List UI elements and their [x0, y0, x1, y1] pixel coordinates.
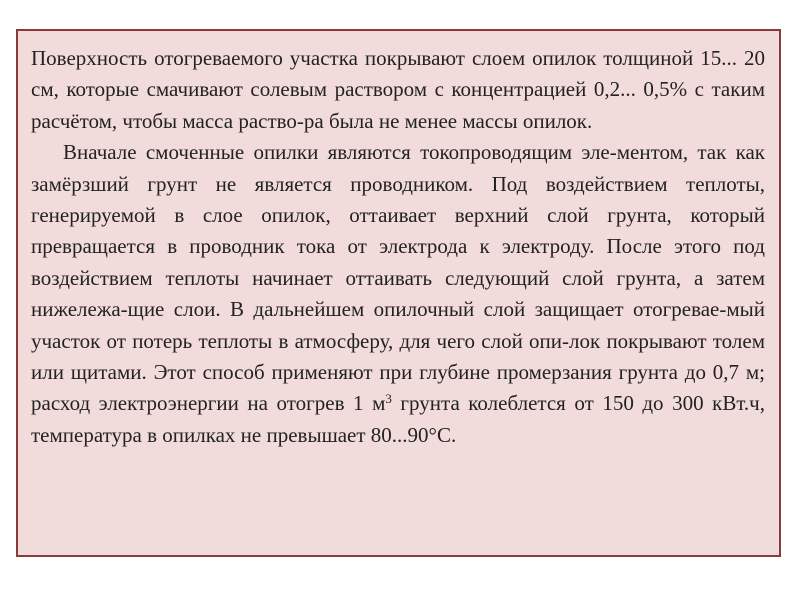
paragraph-2-part-1: Вначале смоченные опилки являются токопроводящим эле-ментом, так как замёрзший грунт не является проводником. Под воздействием теплоты, генерируемой в слое опилок, оттаивает верхний слой грунта, который превращается в проводник тока от электрода к электроду. После этого под воздействием теплоты начинает оттаивать следующий слой грунта, а затем нижележа-щие слои. В дальнейшем опилочный слой защищает отогревае-мый участок от потерь теплоты в атмосферу, для чего слой опи-лок покрывают толем или щитами. Этот способ применяют при глубине промерзания грунта до 0,7 м; расход электроэнергии на отогрев 1 м	[31, 140, 765, 416]
paragraph-2	[31, 137, 765, 451]
cubic-superscript: 3	[385, 391, 392, 407]
paragraph-2-part-2: грунта колеблется от 150 до 300 кВт.ч, температура в опилках не превышает 80...90°С.	[31, 391, 765, 447]
paragraph-1: Поверхность отогреваемого участка покрывают слоем опилок толщиной 15... 20 см, которые смачивают солевым раствором с концентрацией 0,2... 0,5% с таким расчётом, чтобы масса раство-ра была не менее массы опилок.	[31, 46, 765, 133]
text-box	[16, 29, 781, 557]
